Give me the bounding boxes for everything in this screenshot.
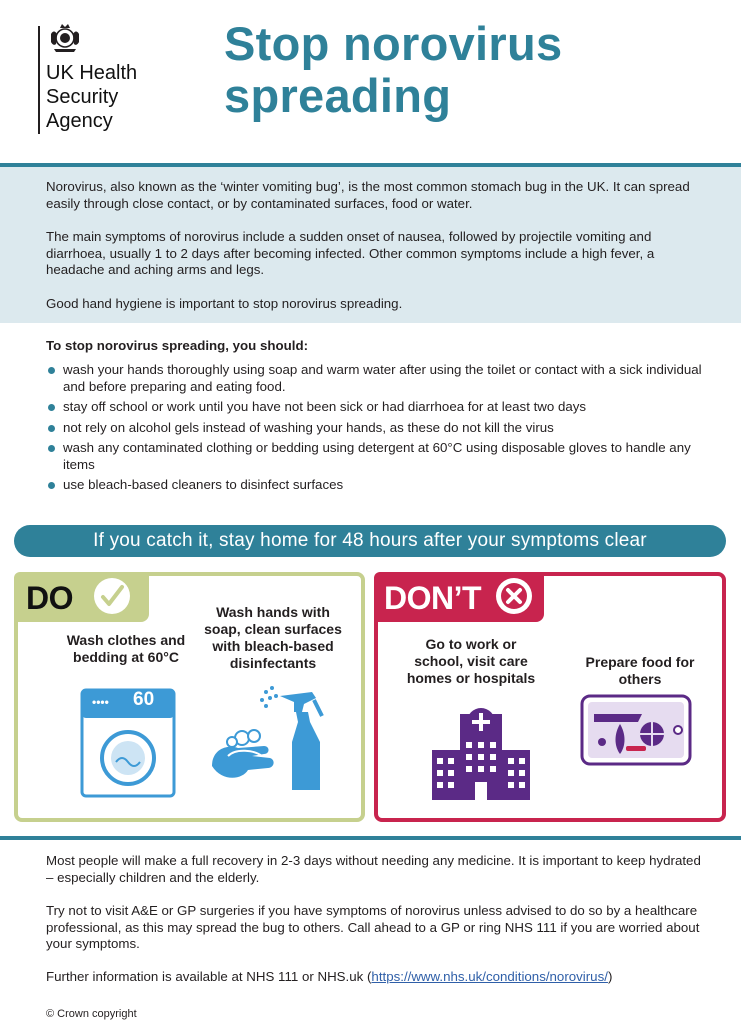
- bullet-icon: [48, 445, 55, 452]
- dont-panel: [374, 572, 726, 822]
- bullet-icon: [48, 404, 55, 411]
- do-panel: [14, 572, 365, 822]
- org-name-line-2: Security: [46, 86, 119, 108]
- caption-go-to-work: Go to work or school, visit care homes or hospitals: [406, 636, 536, 686]
- stay-home-banner: If you catch it, stay home for 48 hours after your symptoms clear: [14, 525, 726, 557]
- intro-section: [0, 167, 741, 323]
- advice-text: use bleach-based cleaners to disinfect surfaces: [63, 477, 344, 492]
- logo-rule: [38, 26, 40, 134]
- footer-paragraph-2: Try not to visit A&E or GP surgeries if you have symptoms of norovirus unless advised to do so by a healthcare professional, as this may spread the bug to others. Call ahead to a GP or ring NHS 111 if you are worried about your symptoms.: [46, 903, 700, 951]
- caption-prepare-food: Prepare food for others: [585, 654, 695, 687]
- copyright: © Crown copyright: [46, 1008, 137, 1020]
- footer-paragraph-3: [46, 969, 706, 986]
- title-line-1: Stop norovirus: [224, 17, 563, 70]
- further-info-close: ): [607, 969, 613, 984]
- royal-crest-icon: [48, 22, 82, 54]
- bullet-icon: [48, 367, 55, 374]
- cross-icon: [496, 578, 532, 614]
- advice-heading: To stop norovirus spreading, you should:: [46, 338, 309, 353]
- advice-text: wash any contaminated clothing or bedding using detergent at 60°C using disposable gloves to handle any items: [63, 440, 691, 472]
- bullet-icon: [48, 482, 55, 489]
- list-item: [46, 477, 706, 494]
- header: [0, 0, 741, 165]
- machine-display-temp: 60: [133, 689, 155, 710]
- dont-label: DON’T: [384, 580, 482, 616]
- caption-wash-hands: Wash hands with soap, clean surfaces with bleach-based disinfectants: [204, 604, 342, 671]
- list-item: [46, 399, 706, 416]
- check-icon: [94, 578, 130, 614]
- do-tab: [14, 572, 149, 622]
- org-name-line-3: Agency: [46, 110, 113, 132]
- advice-text: wash your hands thoroughly using soap and warm water after using the toilet or contact with a sick individual and before preparing and eating food.: [63, 362, 702, 394]
- machine-display-dots: ••••: [92, 695, 109, 709]
- further-info-text: Further information is available at NHS 111 or NHS.uk (: [46, 969, 372, 984]
- ukhsa-logo: [38, 22, 158, 137]
- page-title: [224, 18, 724, 122]
- list-item: [46, 362, 706, 395]
- do-label: DO: [26, 580, 73, 616]
- caption-wash-clothes: Wash clothes and bedding at 60°C: [66, 632, 186, 665]
- advice-text: not rely on alcohol gels instead of washing your hands, as these do not kill the virus: [63, 419, 554, 435]
- footer-divider: [0, 836, 741, 840]
- intro-paragraph-2: The main symptoms of norovirus include a sudden onset of nausea, followed by projectile vomiting and diarrhoea, usually 1 to 2 days after becoming infected. Other common symptoms include a high fever, a headache and aching arms and legs.: [46, 229, 655, 277]
- org-name-line-1: UK Health: [46, 62, 138, 84]
- intro-paragraph-3: Good hand hygiene is important to stop norovirus spreading.: [46, 296, 403, 311]
- bullet-icon: [48, 425, 55, 432]
- advice-list: [46, 362, 706, 498]
- dont-tab: [374, 572, 544, 622]
- footer-paragraph-1: Most people will make a full recovery in 2-3 days without needing any medicine. It is important to keep hydrated – especially children and the elderly.: [46, 853, 701, 885]
- spray-bottle-icon: [258, 682, 338, 794]
- advice-text: stay off school or work until you have not been sick or had diarrhoea for at least two days: [63, 399, 587, 414]
- list-item: [46, 420, 706, 437]
- list-item: [46, 440, 706, 473]
- chopping-board-icon: [580, 694, 692, 766]
- title-line-2: spreading: [224, 69, 452, 122]
- nhs-norovirus-link[interactable]: https://www.nhs.uk/conditions/norovirus/: [371, 969, 608, 984]
- hospital-icon: [428, 704, 534, 800]
- intro-paragraph-1: Norovirus, also known as the ‘winter vomiting bug’, is the most common stomach bug in the UK. It can spread easily through close contact, or by contaminated surfaces, food or water.: [46, 179, 690, 211]
